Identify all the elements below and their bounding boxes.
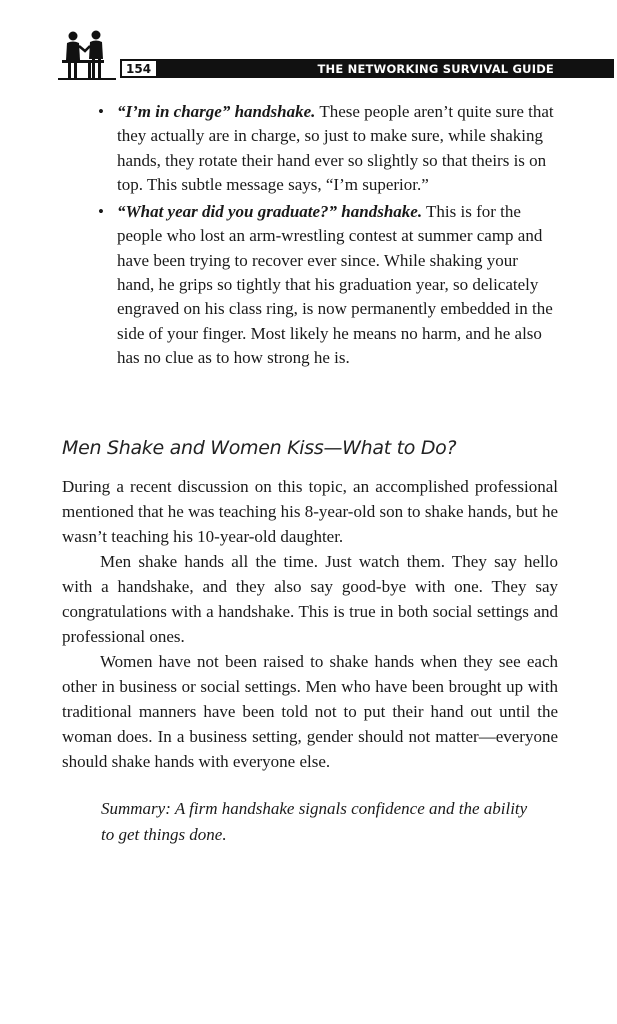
bullet-lead-text: “What year did you graduate?” handshake. (117, 202, 423, 222)
paragraph: During a recent discussion on this topic, an accomplished professional mentioned that he was teaching his 8-year-old son to shake hands, but he wasn’t teaching his 10-year-old daughter. (62, 477, 558, 546)
running-header (58, 26, 558, 80)
list-item (98, 100, 558, 197)
summary-note: Summary: A firm handshake signals confidence and the ability to get things done. (101, 799, 528, 844)
paragraph: Men shake hands all the time. Just watch them. They say hello with a handshake, and they also say good-bye with one. They say congratulations with a handshake. This is true in both social settings and professional ones. (62, 552, 558, 646)
list-item (98, 200, 558, 370)
bullet-lead-text: “I’m in charge” handshake. (117, 102, 316, 121)
book-title: THE NETWORKING SURVIVAL GUIDE (317, 62, 554, 76)
section-heading: Men Shake and Women Kiss—What to Do? (62, 437, 457, 459)
bullet-list (98, 100, 558, 373)
handshake-people-logo-icon (58, 26, 118, 80)
bullet-body-text: These people aren’t quite sure that they actually are in charge, so just to make sure, while shaking hands, they rotate their hand ever so slightly so that theirs is on top. This subtle message says, “I’m superior.” (117, 102, 554, 194)
body-text (62, 474, 558, 774)
page-number: 154 (126, 62, 152, 76)
bullet-body-text: This is for the people who lost an arm-wrestling contest at summer camp and have been trying to recover ever since. While shaking your hand, he grips so tightly that his graduation year, so delicately engraved on his class ring, is now permanently embedded in the side of your finger. Most likely he means no harm, and he also has no clue as to how strong he is. (117, 202, 553, 367)
paragraph: Women have not been raised to shake hands when they see each other in business or social settings. Men who have been brought up with traditional manners have been told not to put their hand out until the woman does. In a business setting, gender should not matter—everyone should shake hands with everyone else. (62, 652, 558, 771)
bullet-marker: • (98, 102, 104, 121)
bullet-marker: • (98, 202, 104, 222)
